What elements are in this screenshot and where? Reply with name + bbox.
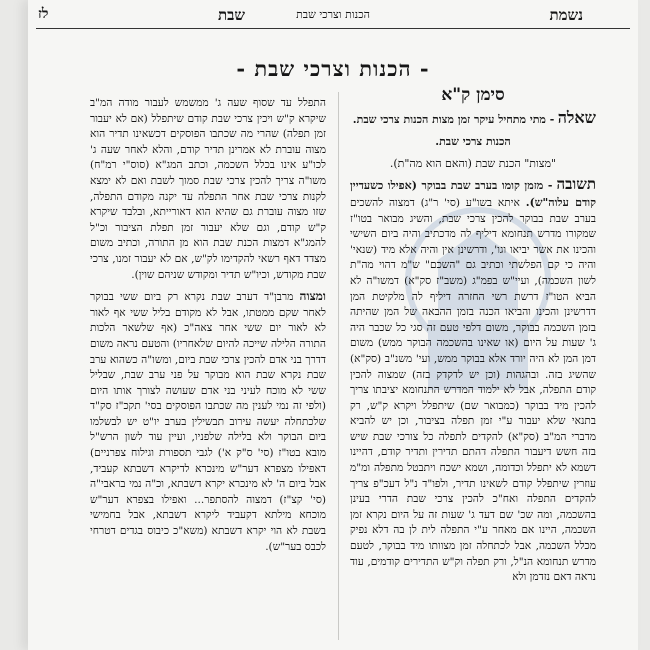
siman-title: סימן ק"א <box>441 85 505 105</box>
answer-paragraph <box>350 177 596 585</box>
answer-body: איתא בשו"ע (סי' ר"ג) דמצוה להשכים בערב שבת בבוקר להכין צרכי שבת, והשיג מבואר בטו"ז שמקורו מדרש תנחומא דיליף לה מדכתיב והיה ביום השישי והכינו את אשר יביאו וגו', ודרשינן אין והיה אלא מיד (שנאי' והיה כי קם הפלשתי וכתיב גם "השכם" ש"מ דהוי מה"ת לשון השכמה), ועיי"ש בפמ"ג (משב"ז סק"א) דמשו"ה לא הביא הטו"ז דרשת רשי החזרה דיליף לה מלקיטת המן דדרשינן והכינו והביאו הכנה בזמן ההבאה של המן שהיתה בזמן השכמה בבוקר, משום דלפי טעם זה סגי כל שכבר היה ג' שעות על היום (או שאינו בהשכמה הבוקר ממש) משום דמן המן לא היה יורד אלא בבוקר ממש, ועי' משנ"ב (סק"א) שהשיג בזה. ובהגהות (וכן יש לדקדק בזה) שמצוה להכין קודם התפלה, אבל לא ילמוד המדרש התנחומא יציבתו צריך להכין מיד בבוקר (כמבואר שם) שיתפלל ויקרא ק"ש, רק בתנאי שלא יעבור ע"י זמן תפלה בציבור, וכן יש להביא מדברי המ"ב (סק"א) להקדים לתפלה כל צורכי שבת שיש בזה חשש דיעבור התפלה דהתם תדירין ותדיר קודם, דהיינו דשמא לא יתפלל וכדומה, ושמא ישכח ויתבטל מתפלה ומ"מ עוזרין שיתפלל קודם לשאינו תדיר, ולפו"ד נ"ל דעכ"פ צריך להקדים התפלה ואח"כ להכין צרכי שבת הדרי בעינן בהשכמה, ומה שכ' שם דעד ג' שעות זה על היום נקרא זמן השכמה, היינו אם מאחר ע"י התפלה לית לן בה דלא נפיק מכלל השכמה, אבל לכתחלה זמן מצוותו מיד בבוקר, לטעם מדרש תנחומא הנ"ל, ורק תפלה וק"ש התדירים קודמים, עוד נראה דאם נזדמן ולא <box>350 196 596 584</box>
question-sub: הכנות צרכי שבת. <box>435 135 511 149</box>
continuation-paragraph: התפלל עד שסוף שעה ג' ממשמש לעבור מודה המ"ב שיקרא ק"ש ויכין צרכי שבת קודם שיתפלל (אם לא יעבור זמן תפלה) שהרי מה שכתבו הפוסקים דכשאינו תדיר הוא מצוה עוברת לא אמרינן תדיר קודם, והלא לאחר שעה ג' לכו"ע אינו בכלל השכמה, וכתב המג"א (סוס"י רמ"ח) משו"ה צריך להכין צרכי שבת סמוך לשבת ואם לא ימצא לקנות צרכי שבת אחר התפלה עד יקנה מקודם התפלה, שזו מצוה עוברת גם שהיא הוא דאורייתא, ובלבד שיקרא ק"ש קודם, וגם שלא יעבור זמן תפלת הציבור וכ"ל להמג"א דמצות הכנת שבת הוא מן התורה, וכתיב משום מצדד דאף רשאי להקדימו לק"ש, אם לא יעבור זמנו, צרכי שבת מקודש, וכיו"ש תדיר ומקודש שניהם שוין). <box>90 97 326 281</box>
header-rule <box>36 28 630 29</box>
answer-head: - מזמן קומו בערב שבת בבוקר (אפילו כשעדיין קודם עלוה"ש). <box>350 179 596 209</box>
question-note: "מצות" הכנת שבת (והאם הוא מה"ת). <box>389 156 557 170</box>
question <box>350 107 596 129</box>
running-head-book: נשמת <box>549 6 583 24</box>
column-divider <box>338 92 339 640</box>
page-number: לז <box>38 6 49 22</box>
second-paragraph <box>90 289 326 555</box>
running-head <box>28 6 638 26</box>
second-body: מרבן"ד דערב שבת נקרא רק ביום ששי בבוקר לאחר שקם ממטתו, אבל לא מקודם בליל ששי אף לאור לא לאור יום ששי אחר צאה"כ (אף שלשאר הלכות התורה הלילה שייכה להיום שלאחריו) והטעם נראה משום דדרך בני אדם להכין צרכי שבת ביום, ומשו"ה כשהוא ערב שבת נקרא שבת הוא מבוקר על פני ערב שבת, שבליל ששי לא מוכח לעיני בני אדם שעושה לצורך אותו היום (ולפי זה נמי לענין מה שכתבו הפוסקים בסי' תקכ"ז סק"ד שלכתחלה יעשה עירוב תבשילין בערב יו"ט יש לבשלמו ביום הבוקר ולא בלילה שלפניו, ועיין עוד לשון הרש"ל מובא בטו"ז (סי' ס"ק א') לגבי תספורת וגילוח צפרניים) דאפילו מצפרא דער"ש מינכרא לדיקרא דשבתא קעביד, אבל ביום ה' לא מינכרא יקרא דשבתא, וכ"ה נמי בראבי"ה (סי' קצ"ז) דמצוה להסתפר... ואפילו בצפרא דער"ש מוכחא מילתא דקעביד ליקרא דשבתא, אבל בחמישי בשבת לא הוי יקרא דשבתא (משא"כ כיבוס בגדים דטרחי לכבס בער"ש). <box>90 291 326 553</box>
book-page <box>28 0 638 650</box>
question-text: - מתי מתחיל עיקר זמן מצות הכנות צרכי שבת. <box>352 112 555 126</box>
running-head-topic: שבת <box>218 6 245 24</box>
running-head-section: הכנות וצרכי שבת <box>296 8 370 21</box>
question-label: שאלה <box>557 107 596 127</box>
right-column <box>350 85 596 586</box>
answer-label: תשובה <box>556 175 596 194</box>
left-column <box>90 96 326 555</box>
chapter-title: - הכנות וצרכי שבת - <box>236 56 430 81</box>
second-label: ומצוה <box>299 289 326 304</box>
